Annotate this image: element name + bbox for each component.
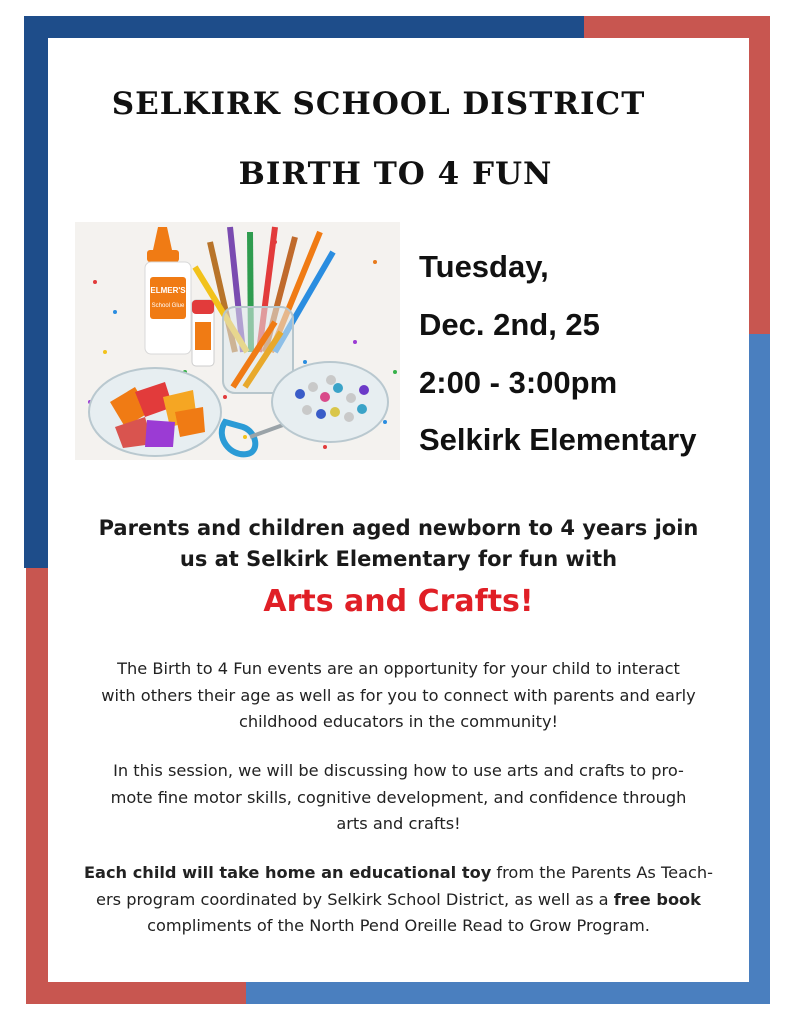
paragraph-line: with others their age as well as for you to connect with parents and early	[101, 685, 696, 705]
frame-top-blue	[24, 16, 584, 39]
event-time: 2:00 - 3:00pm	[419, 365, 618, 400]
glue-sublabel: School Glue	[151, 303, 185, 309]
paragraph-line: arts and crafts!	[336, 814, 461, 833]
toy-emphasis: Each child will take home an educational toy	[83, 863, 492, 882]
frame-bottom-blue	[246, 982, 770, 1004]
district-title: SELKIRK SCHOOL DISTRICT	[111, 86, 646, 122]
frame-right-red	[749, 16, 770, 334]
intro-line-2: us at Selkirk Elementary for fun with	[179, 547, 618, 571]
paragraph-line	[62, 887, 735, 914]
paper-bowl	[89, 368, 221, 456]
arts-crafts-headline: Arts and Crafts!	[263, 584, 534, 619]
glue-stick	[192, 300, 214, 366]
paragraph-line	[62, 860, 735, 887]
glue-label: ELMER'S	[150, 286, 186, 295]
paragraph-line: mote fine motor skills, cognitive development, and confidence through	[110, 787, 687, 807]
paragraph-opportunity	[62, 656, 735, 736]
flyer-page	[48, 38, 749, 982]
gems-bowl	[272, 362, 388, 442]
intro-text	[48, 513, 749, 575]
frame-right-blue	[749, 334, 770, 1004]
paragraph-line: childhood educators in the community!	[238, 712, 559, 731]
paragraph-line: The Birth to 4 Fun events are an opportunity for your child to interact	[117, 659, 680, 678]
event-day: Tuesday,	[419, 249, 549, 284]
frame-top-red	[584, 16, 770, 39]
paragraph-session	[62, 758, 735, 838]
program-title: BIRTH TO 4 FUN	[238, 156, 553, 192]
paragraph-text: ers program coordinated by Selkirk School District, as well as a	[96, 889, 614, 909]
paragraph-line: compliments of the North Pend Oreille Read to Grow Program.	[147, 916, 650, 935]
paragraph-takeaway	[62, 860, 735, 940]
frame-bottom-red	[26, 982, 246, 1004]
book-emphasis: free book	[613, 889, 701, 909]
event-date: Dec. 2nd, 25	[419, 307, 600, 342]
craft-supplies-photo	[75, 222, 400, 460]
paragraph-text: from the Parents As Teach-	[491, 863, 714, 882]
intro-line-1: Parents and children aged newborn to 4 years join	[98, 516, 699, 540]
event-location: Selkirk Elementary	[419, 422, 697, 457]
paragraph-line: In this session, we will be discussing how to use arts and crafts to pro-	[113, 761, 684, 780]
frame-left-red	[26, 568, 48, 1004]
